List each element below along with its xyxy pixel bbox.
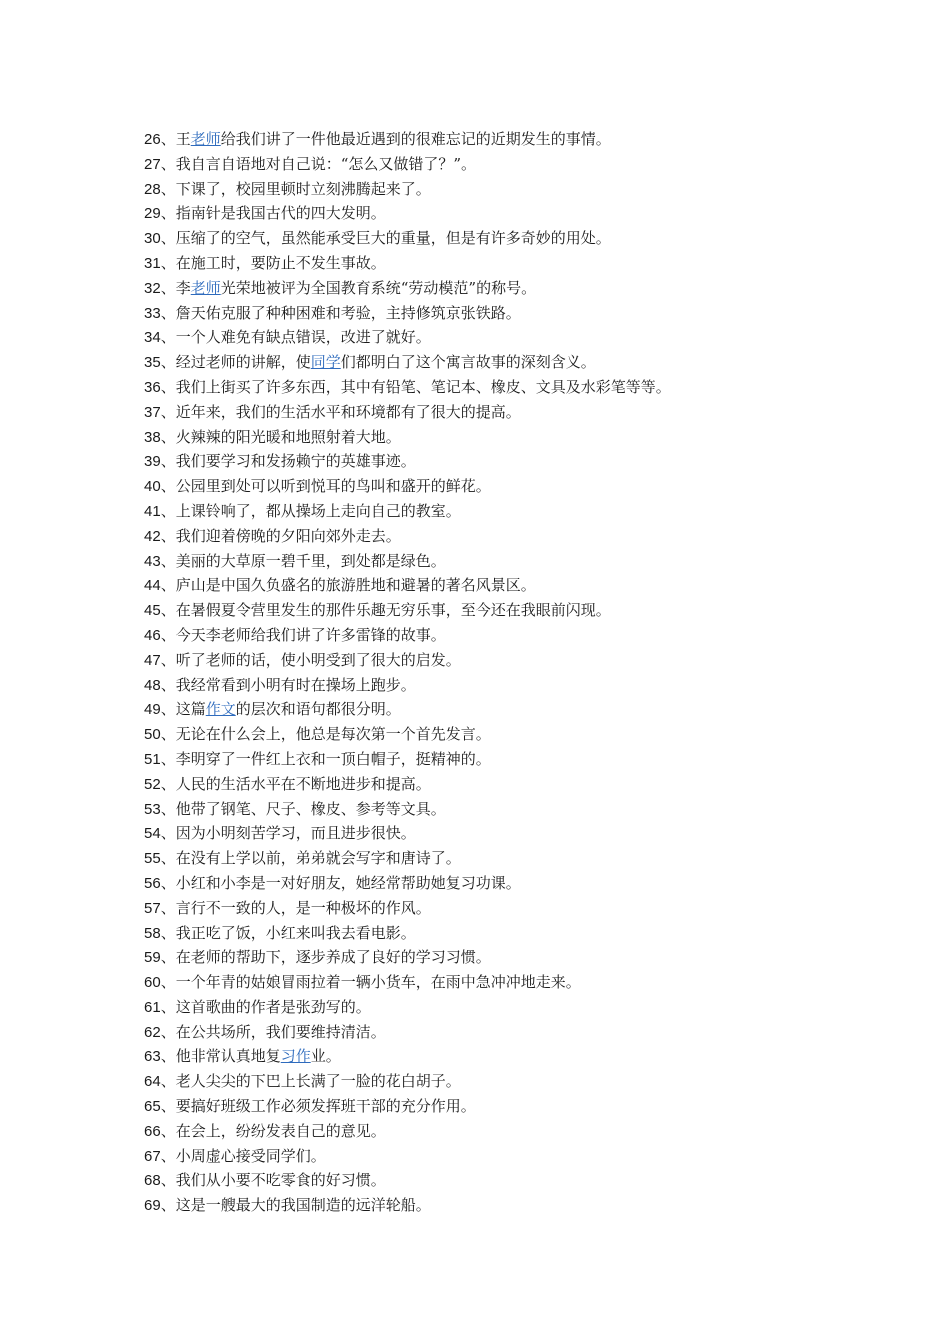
sentence-text-segment: 在没有上学以前，弟弟就会写字和唐诗了。 xyxy=(175,849,461,868)
item-separator: 、 xyxy=(160,923,176,942)
sentence-text-segment: 在公共场所，我们要维持清洁。 xyxy=(175,1022,386,1041)
item-text xyxy=(176,452,416,470)
item-separator: 、 xyxy=(160,650,176,669)
item-text xyxy=(176,204,386,222)
sentence-text-segment: 在暑假夏令营里发生的那件乐趣无穷乐事，至今还在我眼前闪现。 xyxy=(175,601,611,620)
item-text xyxy=(176,279,536,297)
item-text xyxy=(176,477,491,495)
item-text xyxy=(176,1097,476,1115)
sentence-item-31 xyxy=(144,251,671,276)
item-number: 50 xyxy=(144,726,161,744)
keyword-link[interactable]: 作文 xyxy=(205,700,236,719)
keyword-link[interactable]: 老师 xyxy=(190,278,221,297)
item-number: 35 xyxy=(144,354,161,372)
item-number: 64 xyxy=(144,1073,161,1091)
item-separator: 、 xyxy=(160,1047,176,1066)
item-number: 59 xyxy=(144,949,161,967)
item-number: 26 xyxy=(144,131,161,148)
item-separator: 、 xyxy=(160,452,176,471)
item-number: 31 xyxy=(144,254,161,272)
item-number: 53 xyxy=(144,800,161,818)
item-text xyxy=(176,800,446,818)
item-number: 55 xyxy=(144,850,161,868)
item-number: 47 xyxy=(144,651,161,669)
item-text xyxy=(176,874,521,892)
keyword-link[interactable]: 老师 xyxy=(190,130,221,148)
sentence-text-segment: 我正吃了饭，小红来叫我去看电影。 xyxy=(175,923,416,942)
item-separator: 、 xyxy=(160,229,176,248)
sentence-item-66 xyxy=(144,1119,671,1144)
item-separator: 、 xyxy=(160,576,176,595)
sentence-item-55 xyxy=(144,846,671,871)
sentence-text-segment: 我们要学习和发扬赖宁的英雄事迹。 xyxy=(175,452,416,471)
item-text xyxy=(176,180,431,198)
item-text xyxy=(176,1122,386,1140)
item-separator: 、 xyxy=(160,179,176,198)
item-separator: 、 xyxy=(160,948,176,967)
item-text xyxy=(176,155,476,173)
item-number: 36 xyxy=(144,378,161,396)
item-separator: 、 xyxy=(160,774,176,793)
sentence-text-segment: 李明穿了一件红上衣和一顶白帽子，挺精神的。 xyxy=(175,749,491,768)
item-text xyxy=(176,1171,386,1189)
item-separator: 、 xyxy=(160,253,176,272)
sentence-text-segment: 在老师的帮助下，逐步养成了良好的学习习惯。 xyxy=(175,948,491,967)
item-number: 56 xyxy=(144,874,161,892)
sentence-text-segment: 今天李老师给我们讲了许多雷锋的故事。 xyxy=(175,625,446,644)
sentence-text-segment: 人民的生活水平在不断地进步和提高。 xyxy=(175,774,431,793)
sentence-item-60 xyxy=(144,970,671,995)
sentence-text-segment: 压缩了的空气，虽然能承受巨大的重量，但是有许多奇妙的用处。 xyxy=(175,229,611,248)
sentence-item-49 xyxy=(144,697,671,722)
item-text xyxy=(176,229,611,247)
sentence-item-46 xyxy=(144,623,671,648)
item-number: 61 xyxy=(144,998,161,1016)
item-separator: 、 xyxy=(160,675,176,694)
item-number: 51 xyxy=(144,750,161,768)
sentence-text-segment: 因为小明刻苦学习，而且进步很快。 xyxy=(175,824,416,843)
item-number: 41 xyxy=(144,502,161,520)
item-text xyxy=(176,948,491,966)
item-number: 46 xyxy=(144,626,161,644)
sentence-item-27 xyxy=(144,152,671,177)
item-text xyxy=(176,651,461,669)
sentence-item-64 xyxy=(144,1069,671,1094)
sentence-text-segment: 王 xyxy=(175,130,191,148)
item-separator: 、 xyxy=(160,873,176,892)
item-number: 48 xyxy=(144,676,161,694)
sentence-item-53 xyxy=(144,797,671,822)
sentence-text-segment: 光荣地被评为全国教育系统“劳动模范”的称号。 xyxy=(220,278,537,297)
sentence-item-37 xyxy=(144,400,671,425)
sentence-text-segment: 在会上，纷纷发表自己的意见。 xyxy=(175,1121,386,1140)
sentence-item-34 xyxy=(144,325,671,350)
sentence-text-segment: 无论在什么会上，他总是每次第一个首先发言。 xyxy=(175,725,491,744)
item-number: 29 xyxy=(144,205,161,223)
sentence-item-62 xyxy=(144,1020,671,1045)
item-text xyxy=(176,552,446,570)
item-text xyxy=(176,824,416,842)
sentence-text-segment: 经过老师的讲解，使 xyxy=(175,353,311,372)
item-separator: 、 xyxy=(160,377,176,396)
item-separator: 、 xyxy=(160,824,176,843)
item-number: 67 xyxy=(144,1147,161,1165)
item-number: 58 xyxy=(144,924,161,942)
sentence-text-segment: 近年来，我们的生活水平和环境都有了很大的提高。 xyxy=(175,402,521,421)
item-separator: 、 xyxy=(160,427,176,446)
sentence-text-segment: 业。 xyxy=(310,1047,341,1066)
item-number: 28 xyxy=(144,180,161,198)
item-number: 40 xyxy=(144,478,161,496)
sentence-text-segment: 他带了钢笔、尺子、橡皮、参考等文具。 xyxy=(175,799,446,818)
sentence-text-segment: 我们上街买了许多东西，其中有铅笔、笔记本、橡皮、文具及水彩笔等等。 xyxy=(175,377,671,396)
item-number: 62 xyxy=(144,1023,161,1041)
sentence-item-48 xyxy=(144,673,671,698)
sentence-text-segment: 我自言自语地对自己说：“怎么又做错了？”。 xyxy=(175,154,477,173)
sentence-item-30 xyxy=(144,226,671,251)
item-number: 52 xyxy=(144,775,161,793)
item-separator: 、 xyxy=(160,1097,176,1116)
item-text xyxy=(176,750,491,768)
item-separator: 、 xyxy=(160,898,176,917)
item-separator: 、 xyxy=(160,1121,176,1140)
sentence-item-32 xyxy=(144,276,671,301)
item-text xyxy=(176,849,461,867)
item-separator: 、 xyxy=(160,130,176,148)
item-number: 45 xyxy=(144,602,161,620)
item-number: 34 xyxy=(144,329,161,347)
item-text xyxy=(176,378,671,396)
sentence-item-29 xyxy=(144,201,671,226)
item-separator: 、 xyxy=(160,278,176,297)
item-separator: 、 xyxy=(160,154,176,173)
sentence-item-65 xyxy=(144,1094,671,1119)
item-text xyxy=(176,353,596,371)
sentence-text-segment: 我们迎着傍晚的夕阳向郊外走去。 xyxy=(175,526,401,545)
item-separator: 、 xyxy=(160,749,176,768)
item-text xyxy=(176,626,446,644)
sentence-item-68 xyxy=(144,1168,671,1193)
sentence-item-67 xyxy=(144,1144,671,1169)
item-number: 49 xyxy=(144,701,161,719)
item-number: 37 xyxy=(144,403,161,421)
item-number: 54 xyxy=(144,825,161,843)
item-number: 66 xyxy=(144,1122,161,1140)
item-text xyxy=(176,725,491,743)
sentence-text-segment: 下课了，校园里顿时立刻沸腾起来了。 xyxy=(175,179,431,198)
item-separator: 、 xyxy=(160,551,176,570)
sentence-item-38 xyxy=(144,425,671,450)
item-separator: 、 xyxy=(160,997,176,1016)
item-number: 65 xyxy=(144,1098,161,1116)
item-separator: 、 xyxy=(160,501,176,520)
sentence-item-42 xyxy=(144,524,671,549)
sentence-text-segment: 指南针是我国古代的四大发明。 xyxy=(175,204,386,223)
sentence-text-segment: 美丽的大草原一碧千里，到处都是绿色。 xyxy=(175,551,446,570)
sentence-text-segment: 的层次和语句都很分明。 xyxy=(235,700,401,719)
item-text xyxy=(176,973,581,991)
sentence-text-segment: 庐山是中国久负盛名的旅游胜地和避暑的著名风景区。 xyxy=(175,576,536,595)
sentence-list xyxy=(144,127,671,1218)
item-text xyxy=(176,1147,326,1165)
item-separator: 、 xyxy=(160,973,176,992)
sentence-text-segment: 我们从小要不吃零食的好习惯。 xyxy=(175,1171,386,1190)
sentence-item-63 xyxy=(144,1044,671,1069)
item-separator: 、 xyxy=(160,1072,176,1091)
sentence-item-26 xyxy=(144,127,671,152)
sentence-text-segment: 这篇 xyxy=(175,700,206,719)
item-number: 63 xyxy=(144,1048,161,1066)
item-separator: 、 xyxy=(160,1146,176,1165)
sentence-item-33 xyxy=(144,301,671,326)
sentence-item-57 xyxy=(144,896,671,921)
sentence-text-segment: 听了老师的话，使小明受到了很大的启发。 xyxy=(175,650,461,669)
sentence-text-segment: 小周虚心接受同学们。 xyxy=(175,1146,326,1165)
item-separator: 、 xyxy=(160,402,176,421)
sentence-item-61 xyxy=(144,995,671,1020)
item-number: 43 xyxy=(144,552,161,570)
item-number: 60 xyxy=(144,974,161,992)
sentence-item-51 xyxy=(144,747,671,772)
item-text xyxy=(176,328,431,346)
item-text xyxy=(176,502,461,520)
item-number: 30 xyxy=(144,230,161,248)
item-separator: 、 xyxy=(160,625,176,644)
sentence-item-54 xyxy=(144,821,671,846)
sentence-text-segment: 詹天佑克服了种种困难和考验，主持修筑京张铁路。 xyxy=(175,303,521,322)
item-number: 27 xyxy=(144,155,161,173)
item-separator: 、 xyxy=(160,725,176,744)
item-text xyxy=(176,527,401,545)
item-separator: 、 xyxy=(160,477,176,496)
item-text xyxy=(176,304,521,322)
item-separator: 、 xyxy=(160,601,176,620)
item-number: 57 xyxy=(144,899,161,917)
item-number: 39 xyxy=(144,453,161,471)
item-number: 69 xyxy=(144,1197,161,1215)
sentence-text-segment: 老人尖尖的下巴上长满了一脸的花白胡子。 xyxy=(175,1072,461,1091)
item-separator: 、 xyxy=(160,1196,176,1215)
item-number: 42 xyxy=(144,527,161,545)
keyword-link[interactable]: 习作 xyxy=(280,1047,311,1066)
item-text xyxy=(176,899,431,917)
sentence-text-segment: 一个年青的姑娘冒雨拉着一辆小货车，在雨中急冲冲地走来。 xyxy=(175,973,581,992)
sentence-text-segment: 公园里到处可以听到悦耳的鸟叫和盛开的鲜花。 xyxy=(175,477,491,496)
item-text xyxy=(176,130,611,148)
item-separator: 、 xyxy=(160,1022,176,1041)
sentence-item-58 xyxy=(144,921,671,946)
item-text xyxy=(176,775,431,793)
sentence-item-43 xyxy=(144,549,671,574)
sentence-item-52 xyxy=(144,772,671,797)
sentence-text-segment: 我经常看到小明有时在操场上跑步。 xyxy=(175,675,416,694)
sentence-text-segment: 在施工时，要防止不发生事故。 xyxy=(175,253,386,272)
item-separator: 、 xyxy=(160,353,176,372)
sentence-text-segment: 们都明白了这个寓言故事的深刻含义。 xyxy=(340,353,596,372)
sentence-text-segment: 给我们讲了一件他最近遇到的很难忘记的近期发生的事情。 xyxy=(220,130,611,148)
sentence-text-segment: 要搞好班级工作必须发挥班干部的充分作用。 xyxy=(175,1097,476,1116)
item-text xyxy=(176,676,416,694)
sentence-text-segment: 这首歌曲的作者是张劲写的。 xyxy=(175,997,371,1016)
item-text xyxy=(176,403,521,421)
sentence-text-segment: 上课铃响了，都从操场上走向自己的教室。 xyxy=(175,501,461,520)
sentence-item-35 xyxy=(144,350,671,375)
item-separator: 、 xyxy=(160,849,176,868)
item-number: 68 xyxy=(144,1172,161,1190)
sentence-item-40 xyxy=(144,474,671,499)
item-separator: 、 xyxy=(160,328,176,347)
item-text xyxy=(176,1023,386,1041)
sentence-item-36 xyxy=(144,375,671,400)
sentence-item-56 xyxy=(144,871,671,896)
sentence-text-segment: 小红和小李是一对好朋友，她经常帮助她复习功课。 xyxy=(175,873,521,892)
sentence-text-segment: 言行不一致的人，是一种极坏的作风。 xyxy=(175,898,431,917)
sentence-item-28 xyxy=(144,177,671,202)
item-text xyxy=(176,924,416,942)
keyword-link[interactable]: 同学 xyxy=(310,353,341,372)
item-number: 38 xyxy=(144,428,161,446)
sentence-item-45 xyxy=(144,598,671,623)
sentence-item-39 xyxy=(144,449,671,474)
sentence-item-69 xyxy=(144,1193,671,1218)
item-separator: 、 xyxy=(160,526,176,545)
sentence-item-50 xyxy=(144,722,671,747)
sentence-text-segment: 他非常认真地复 xyxy=(175,1047,281,1066)
sentence-item-44 xyxy=(144,573,671,598)
sentence-item-59 xyxy=(144,945,671,970)
item-text xyxy=(176,1072,461,1090)
sentence-item-41 xyxy=(144,499,671,524)
item-text xyxy=(176,576,536,594)
item-separator: 、 xyxy=(160,700,176,719)
item-separator: 、 xyxy=(160,1171,176,1190)
item-number: 44 xyxy=(144,577,161,595)
sentence-item-47 xyxy=(144,648,671,673)
item-text xyxy=(176,601,611,619)
sentence-text-segment: 这是一艘最大的我国制造的远洋轮船。 xyxy=(175,1196,431,1215)
item-number: 33 xyxy=(144,304,161,322)
item-text xyxy=(176,1047,341,1065)
item-text xyxy=(176,998,371,1016)
item-text xyxy=(176,428,401,446)
sentence-text-segment: 李 xyxy=(175,278,191,297)
item-separator: 、 xyxy=(160,204,176,223)
item-separator: 、 xyxy=(160,303,176,322)
item-text xyxy=(176,700,401,718)
item-text xyxy=(176,254,386,272)
sentence-text-segment: 火辣辣的阳光暖和地照射着大地。 xyxy=(175,427,401,446)
item-number: 32 xyxy=(144,279,161,297)
sentence-text-segment: 一个人难免有缺点错误，改进了就好。 xyxy=(175,328,431,347)
item-separator: 、 xyxy=(160,799,176,818)
item-text xyxy=(176,1196,431,1214)
